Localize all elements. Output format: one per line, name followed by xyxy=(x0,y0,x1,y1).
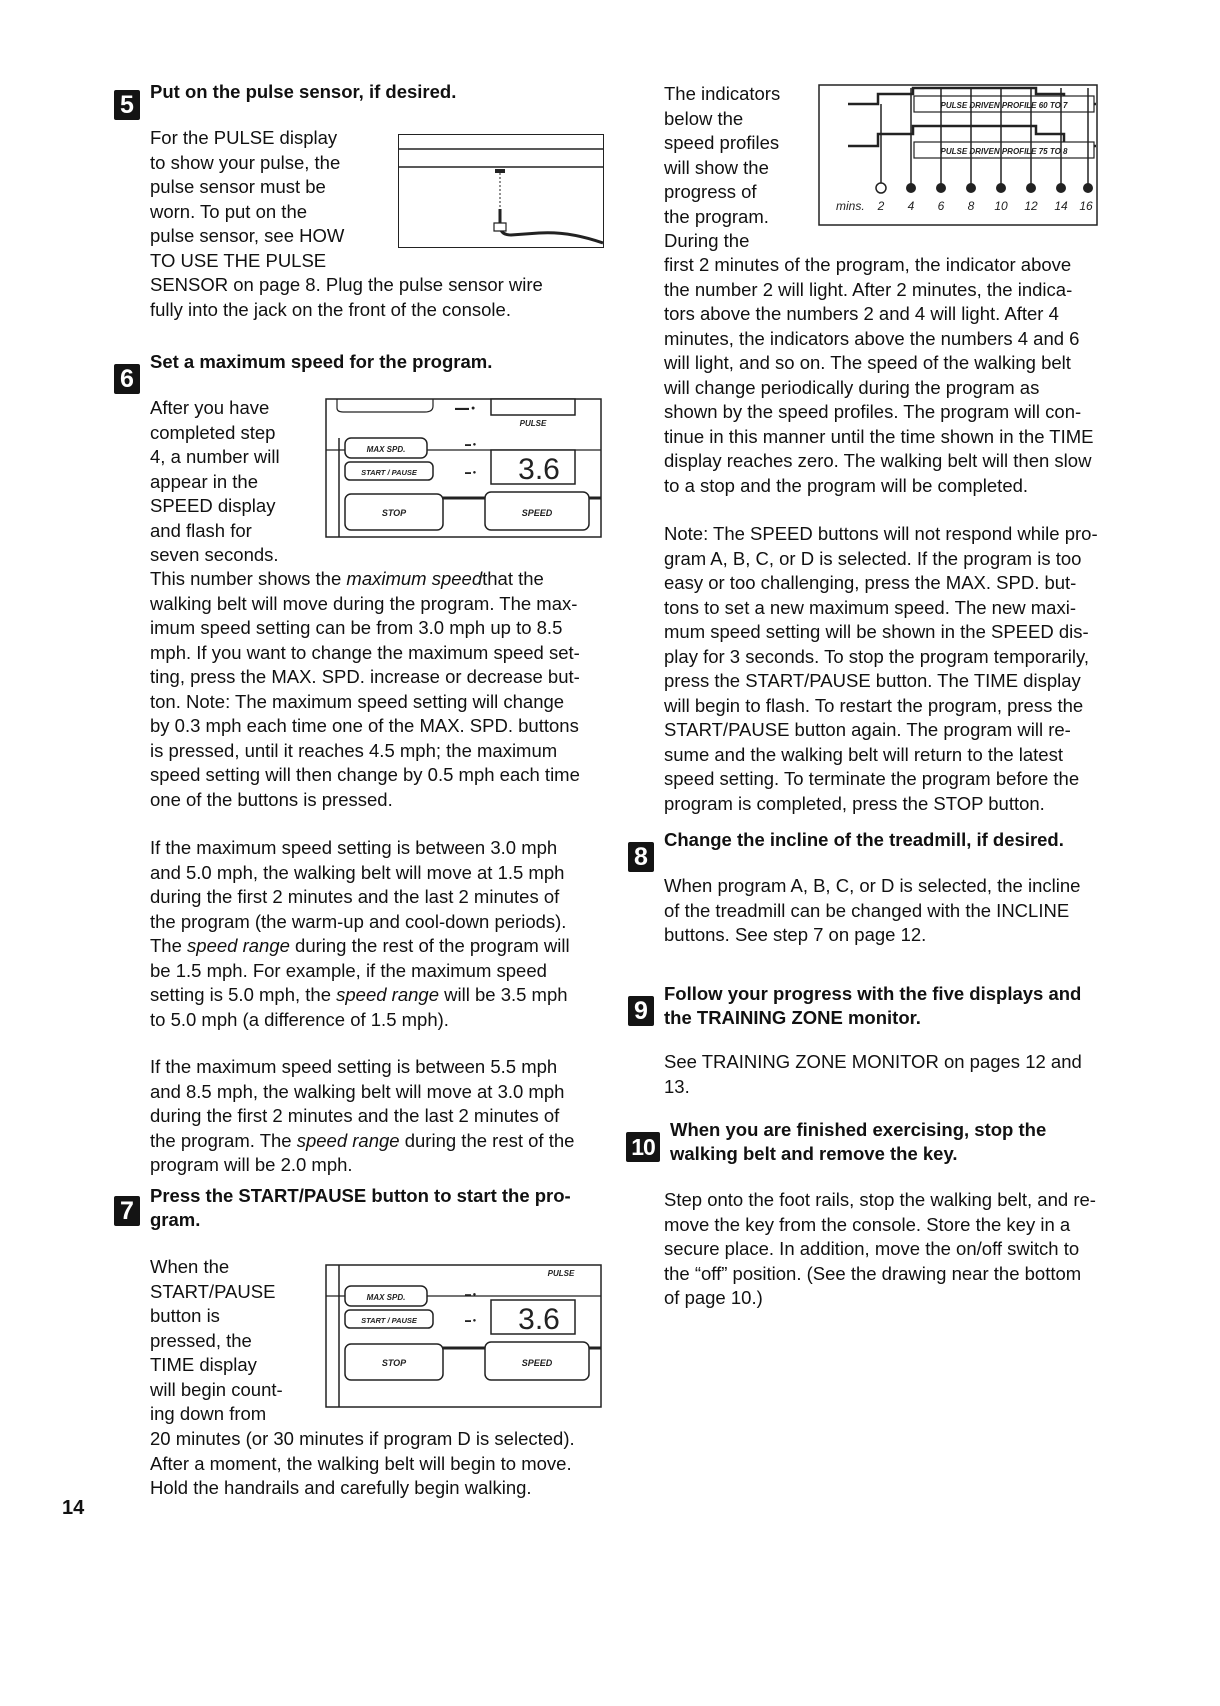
step-5-badge: 5 xyxy=(114,90,140,120)
step-8-heading: Change the incline of the treadmill, if desired. xyxy=(664,829,1064,850)
progress-indicator-dots xyxy=(876,183,1093,193)
step-7-paragraph-rest: 20 minutes (or 30 minutes if program D is selected). After a moment, the walking belt will begin to move. Hold the handrails and carefully begin walking. xyxy=(150,1428,575,1498)
step-6-paragraph-rest: This number shows the maximum speedthat the walking belt will move during the program. The max- imum speed setting can be from 3.0 mph up to 8.5 mph. If you want to change the maximum speed set- ting, press the MAX. SPD. increase or decrease but- ton. Note: The maximum speed setting will change by 0.3 mph each time one of the MAX. SPD. buttons is pressed, until it reaches 4.5 mph; the maximum speed setting will then change by 0.5 mph each time one of the buttons is pressed. xyxy=(150,568,580,810)
svg-text:8: 8 xyxy=(967,199,975,213)
step-6-badge: 6 xyxy=(114,364,140,394)
svg-text:16: 16 xyxy=(1079,199,1093,213)
console-figure-speed xyxy=(325,398,602,538)
step-6-paragraph-2: If the maximum speed setting is between 3.0 mph and 5.0 mph, the walking belt will move at 1.5 mph during the first 2 minutes and the last 2 minutes of the program (the warm-up and cool-down periods). The speed range during the rest of the program will be 1.5 mph. For example, if the maximum speed setting is 5.0 mph, the speed range will be 3.5 mph to 5.0 mph (a difference of 1.5 mph). xyxy=(150,837,570,1030)
step-6-heading: Set a maximum speed for the program. xyxy=(150,351,493,372)
pulse-label: PULSE xyxy=(547,1269,575,1278)
console-drawing-speed xyxy=(325,398,602,538)
mins-label: mins. xyxy=(836,199,865,213)
time-display-value: 3.6 xyxy=(518,1303,560,1336)
profile-row-2-label: PULSE DRIVEN PROFILE 75 TO 8 xyxy=(940,147,1068,156)
console-drawing-start xyxy=(325,1264,602,1408)
step-10-badge: 10 xyxy=(626,1132,660,1162)
speed-label: SPEED xyxy=(521,508,553,518)
svg-text:12: 12 xyxy=(1024,199,1038,213)
speed-buttons-note: Note: The SPEED buttons will not respond while pro- gram A, B, C, or D is selected. If the program is too easy or too challenging, press the MAX. SPD. but- tons to set a new maximum speed. The new maxi- mum speed setting will be shown in the SPEED dis- play for 3 seconds. To stop the program temporarily, press the START/PAUSE button. The TIME display will begin to flash. To restart the program, press the START/PAUSE button again. The program will re- sume and the walking belt will return to the latest speed setting. To terminate the program before the program is completed, press the STOP button. xyxy=(664,523,1098,814)
start-pause-label: START / PAUSE xyxy=(361,1316,417,1325)
svg-text:4: 4 xyxy=(907,199,915,213)
svg-text:14: 14 xyxy=(1054,199,1068,213)
step-6-paragraph-3: If the maximum speed setting is between 5.5 mph and 8.5 mph, the walking belt will move at 3.0 mph during the first 2 minutes and the last 2 minutes of the program. The speed range during the rest of the program will be 2.0 mph. xyxy=(150,1056,575,1175)
step-10-paragraph: Step onto the foot rails, stop the walking belt, and re- move the key from the console. Store the key in a secure place. In addition, move the on/off switch to the “off” position. (See the drawing near the bottom of page 10.) xyxy=(664,1189,1096,1308)
svg-text:▬▬ ●: ▬▬ ● xyxy=(455,405,476,412)
step-6-paragraph-wrap: After you have completed step 4, a number will appear in the SPEED display and flash for seven seconds. xyxy=(150,397,280,565)
right-intro-wrap: The indicators below the speed profiles will show the progress of the program. During the xyxy=(664,83,781,251)
svg-text:2: 2 xyxy=(877,199,885,213)
svg-text:▬ ●: ▬ ● xyxy=(465,442,477,448)
speed-profile-figure xyxy=(818,84,1098,226)
stop-label: STOP xyxy=(381,1358,407,1368)
max-spd-button-label: MAX SPD. xyxy=(366,1293,406,1302)
step-5-paragraph-wrap: For the PULSE display to show your pulse, the pulse sensor must be worn. To put on the pulse sensor, see HOW TO USE THE PULSE xyxy=(150,127,345,271)
right-intro-rest: first 2 minutes of the program, the indicator above the number 2 will light. After 2 minutes, the indica- tors above the numbers 2 and 4 will light. After 4 minutes, the indicators above the numbers 4 and 6 will light, and so on. The speed of the walking belt will change periodically during the program as shown by the speed profiles. The program will con- tinue in this manner until the time shown in the TIME display reaches zero. The walking belt will then slow to a stop and the program will be completed. xyxy=(664,254,1094,496)
profile-row-1-label: PULSE DRIVEN PROFILE 60 TO 7 xyxy=(940,101,1068,110)
max-spd-button-label: MAX SPD. xyxy=(366,445,406,454)
speed-label: SPEED xyxy=(521,1358,553,1368)
step-5-paragraph-rest: SENSOR on page 8. Plug the pulse sensor wire fully into the jack on the front of the console. xyxy=(150,274,543,320)
step-5-heading: Put on the pulse sensor, if desired. xyxy=(150,81,457,102)
speed-profile-drawing xyxy=(818,84,1098,226)
step-9-badge: 9 xyxy=(628,996,654,1026)
step-8-badge: 8 xyxy=(628,842,654,872)
step-8-paragraph: When program A, B, C, or D is selected, the incline of the treadmill can be changed with the INCLINE buttons. See step 7 on page 12. xyxy=(664,875,1081,945)
page-number: 14 xyxy=(62,1497,85,1519)
step-9-heading: Follow your progress with the five displays and the TRAINING ZONE monitor. xyxy=(664,983,1082,1028)
svg-text:▬ ●: ▬ ● xyxy=(465,470,477,476)
pulse-sensor-figure xyxy=(398,134,604,248)
step-7-heading: Press the START/PAUSE button to start the pro- gram. xyxy=(150,1185,571,1230)
console-figure-start xyxy=(325,1264,602,1408)
stop-label: STOP xyxy=(381,508,407,518)
step-10-heading: When you are finished exercising, stop the walking belt and remove the key. xyxy=(670,1119,1047,1164)
svg-text:10: 10 xyxy=(994,199,1008,213)
step-7-badge: 7 xyxy=(114,1196,140,1226)
svg-text:▬ ●: ▬ ● xyxy=(465,1318,477,1324)
pulse-label: PULSE xyxy=(519,419,547,428)
svg-text:6: 6 xyxy=(937,199,945,213)
svg-text:▬ ●: ▬ ● xyxy=(465,1292,477,1298)
step-7-paragraph-wrap: When the START/PAUSE button is pressed, the TIME display will begin count- ing down from xyxy=(150,1256,283,1424)
start-pause-label: START / PAUSE xyxy=(361,468,417,477)
step-9-paragraph: See TRAINING ZONE MONITOR on pages 12 and 13. xyxy=(664,1051,1082,1097)
speed-display-value: 3.6 xyxy=(518,453,560,486)
pulse-sensor-drawing xyxy=(399,135,603,247)
